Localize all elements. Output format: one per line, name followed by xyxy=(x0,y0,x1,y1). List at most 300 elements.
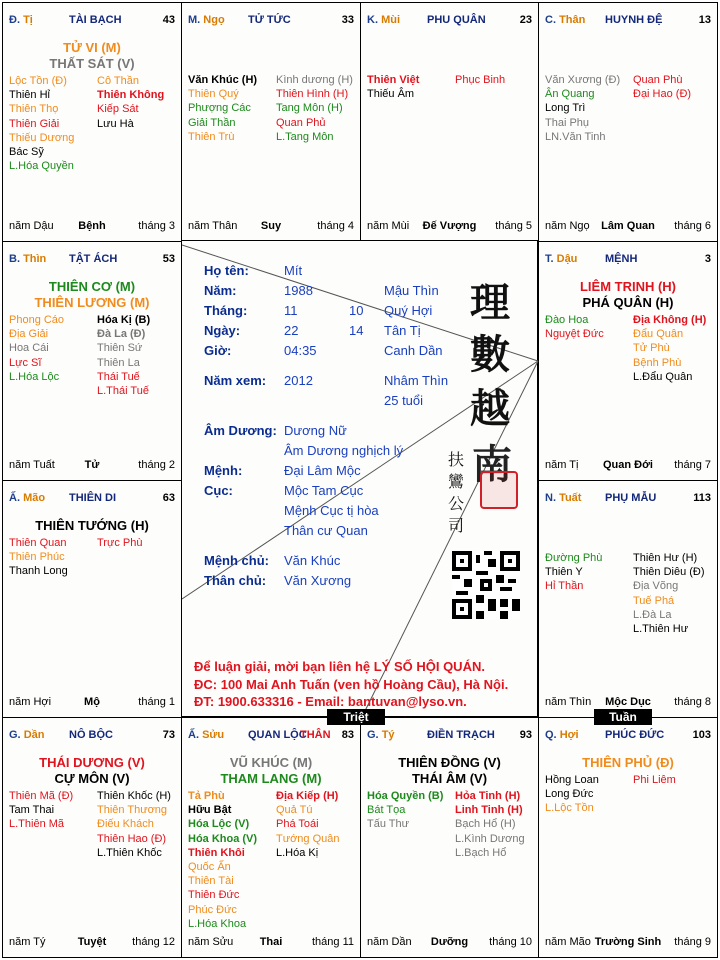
palace-stem: Đ. xyxy=(9,14,20,26)
year-branch: năm Thân xyxy=(188,220,238,232)
year-value: 1988 xyxy=(284,283,313,298)
minor-star: Hồng Loan xyxy=(545,774,599,786)
month-label: tháng 2 xyxy=(138,459,175,471)
main-star: THÁI DƯƠNG (V) xyxy=(39,755,145,770)
hour-label: Giờ: xyxy=(204,343,232,358)
name-label: Họ tên: xyxy=(204,263,249,278)
palace-name: PHỤ MẪU xyxy=(605,492,657,504)
palace-age: 23 xyxy=(519,14,532,26)
minor-star: Thiên Quan xyxy=(9,537,67,549)
minor-star: LN.Văn Tinh xyxy=(545,130,606,143)
palace-stem: G. xyxy=(367,729,379,741)
right-star-list xyxy=(633,73,691,101)
palace-age: 33 xyxy=(341,14,354,26)
month-label: tháng 3 xyxy=(138,220,175,232)
month-label: tháng 1 xyxy=(138,696,175,708)
right-star-list xyxy=(455,73,505,87)
palace-age: 3 xyxy=(704,253,711,265)
minor-star: Thiên Hỉ xyxy=(9,89,50,102)
palace-age: 103 xyxy=(692,729,711,741)
main-star: THẤT SÁT (V) xyxy=(49,56,135,71)
palace-name: ĐIỀN TRẠCH xyxy=(427,729,495,741)
month-label: tháng 6 xyxy=(674,220,711,232)
minor-star: Phục Binh xyxy=(455,74,506,86)
right-star-list xyxy=(633,313,706,384)
year-branch: năm Tị xyxy=(545,459,579,471)
palace-stem: Q. xyxy=(545,729,557,741)
palace-branch: Thìn xyxy=(23,253,47,265)
year-branch: năm Tuất xyxy=(9,459,55,471)
minor-star: Lộc Tồn (Đ) xyxy=(9,75,67,87)
palace-header xyxy=(9,253,175,267)
palace-age: 63 xyxy=(162,492,175,504)
minor-star: Thiên Y xyxy=(545,566,583,579)
palace-name: TẬT ÁCH xyxy=(69,253,118,265)
palace-age: 13 xyxy=(698,14,711,26)
minor-star: Phúc Đức xyxy=(188,903,237,916)
minor-star: L.Thiên Mã xyxy=(9,818,65,831)
minor-star: Long Đức xyxy=(545,788,594,801)
minor-star: Linh Tinh (H) xyxy=(455,804,523,817)
minor-star: Đại Hao (Đ) xyxy=(633,88,692,101)
palace-dan xyxy=(2,717,182,958)
minor-star: Phi Liêm xyxy=(633,774,676,786)
age-value: 25 tuổi xyxy=(384,393,424,408)
right-star-list xyxy=(97,313,150,398)
palace-position xyxy=(367,729,395,741)
palace-name: PHU QUÂN xyxy=(427,14,486,26)
palace-name: PHÚC ĐỨC xyxy=(605,729,665,741)
palace-footer xyxy=(188,936,354,950)
palace-header xyxy=(9,729,175,743)
palace-footer xyxy=(9,220,175,234)
month-label: tháng 7 xyxy=(674,459,711,471)
minor-star: Địa Kiếp (H) xyxy=(276,790,339,802)
palace-position xyxy=(545,14,585,26)
minor-star: Lưu Hà xyxy=(97,117,134,130)
palace-name: TÀI BẠCH xyxy=(69,14,122,26)
month-label: tháng 4 xyxy=(317,220,354,232)
minor-star: Tướng Quân xyxy=(276,832,340,845)
minor-star: Thiếu Dương xyxy=(9,131,75,144)
left-star-list xyxy=(367,73,419,101)
life-stage: Thai xyxy=(259,936,283,948)
main-star: THIÊN CƠ (M) xyxy=(48,279,136,294)
minor-star: Thiên Trù xyxy=(188,130,235,143)
palace-age: 73 xyxy=(162,729,175,741)
right-star-list xyxy=(276,73,353,144)
minor-star: Tang Môn (H) xyxy=(276,102,343,115)
minor-star: Văn Xương (Đ) xyxy=(545,74,621,86)
palace-age: 83 xyxy=(341,729,354,741)
palace-position xyxy=(545,253,577,265)
day-label: Ngày: xyxy=(204,323,241,338)
contact-line-3: ĐT: 1900.633316 - Email: bantuvan@lyso.vn. xyxy=(194,694,467,709)
palace-name: TỬ TỨC xyxy=(248,14,291,26)
minor-star: Thiên Hao (Đ) xyxy=(97,832,167,845)
right-star-list xyxy=(97,74,164,131)
palace-footer xyxy=(188,220,354,234)
palace-branch: Sửu xyxy=(202,729,225,741)
minor-star: Kiếp Sát xyxy=(97,103,139,116)
minor-star: Thai Phụ xyxy=(545,116,590,129)
minor-star: Đào Hoa xyxy=(545,314,589,326)
palace-name: THIÊN DI xyxy=(69,492,117,504)
minor-star: Hoa Cái xyxy=(9,342,49,355)
palace-branch: Thân xyxy=(559,14,586,26)
palace-position xyxy=(545,492,581,504)
right-star-list xyxy=(276,789,340,860)
year-branch: năm Mùi xyxy=(367,220,410,232)
palace-age: 93 xyxy=(519,729,532,741)
palace-name: MỆNH xyxy=(605,253,638,265)
small-char-2: 鸞 xyxy=(448,472,465,491)
minor-star: Tử Phù xyxy=(633,342,670,355)
month-lunar: Quý Hợi xyxy=(384,303,433,318)
minor-star: L.Kình Dương xyxy=(455,832,525,845)
minor-star: L.Thái Tuế xyxy=(97,385,149,398)
left-star-list xyxy=(367,789,443,832)
hour-lunar: Canh Dần xyxy=(384,343,443,358)
palace-footer xyxy=(545,459,711,473)
day-lunar-num: 14 xyxy=(349,323,364,338)
contact-line-2: ĐC: 100 Mai Anh Tuấn (ven hồ Hoàng Cầu), Hà Nội. xyxy=(194,677,509,692)
calligraphy-char-1: 理 xyxy=(470,279,510,326)
palace-stem: T. xyxy=(545,253,554,265)
minor-star: L.Thiên Khốc xyxy=(97,846,162,859)
minor-star: Hỉ Thần xyxy=(545,580,584,593)
minor-star: Địa Võng xyxy=(633,580,679,593)
minor-star: Đà La (Đ) xyxy=(97,328,146,341)
year-label: Năm: xyxy=(204,283,237,298)
minor-star: Điếu Khách xyxy=(97,818,154,831)
palace-branch: Ngọ xyxy=(203,14,225,26)
palace-footer xyxy=(9,459,175,473)
minor-star: L.Đẩu Quân xyxy=(633,370,693,383)
palace-header xyxy=(545,729,711,743)
minor-star: L.Thiên Hư xyxy=(633,623,689,636)
main-star: TỬ VI (M) xyxy=(63,40,121,55)
main-star: PHÁ QUÂN (H) xyxy=(582,295,674,310)
minor-star: Phá Toái xyxy=(276,818,319,831)
than-chu-value: Văn Xương xyxy=(284,573,352,588)
palace-thin xyxy=(2,241,182,481)
life-stage: Dưỡng xyxy=(430,936,469,948)
minor-star: Nguyệt Đức xyxy=(545,328,604,341)
minor-star: Thiên Giải xyxy=(9,117,60,130)
minor-star: Tam Thai xyxy=(9,804,55,817)
palace-stem: Ấ. xyxy=(9,492,20,504)
life-stage: Trường Sinh xyxy=(594,936,662,948)
minor-star: Bạch Hổ (H) xyxy=(455,818,516,831)
view-year-value: 2012 xyxy=(284,373,313,388)
month-lunar-num: 10 xyxy=(349,303,364,318)
month-label: tháng 11 xyxy=(311,936,354,948)
left-star-list xyxy=(9,536,68,579)
minor-star: Ân Quang xyxy=(545,88,595,101)
main-star: THAM LANG (M) xyxy=(220,771,322,786)
palace-header xyxy=(545,14,711,28)
minor-star: Kình dương (H) xyxy=(276,74,353,86)
right-star-list xyxy=(633,773,676,787)
triet-badge: Triệt xyxy=(327,709,385,725)
minor-star: Thanh Long xyxy=(9,565,68,578)
minor-star: Phượng Các xyxy=(188,102,251,115)
yinyang-note: Âm Dương nghịch lý xyxy=(284,443,404,458)
cuc-value: Mộc Tam Cục xyxy=(284,483,364,498)
day-lunar: Tân Tị xyxy=(384,323,421,338)
name-value: Mít xyxy=(284,263,303,278)
palace-branch: Mão xyxy=(23,492,46,504)
minor-star: Thiên Thương xyxy=(97,804,168,817)
minor-star: Đẩu Quân xyxy=(633,328,684,341)
palace-stem: B. xyxy=(9,253,20,265)
minor-star: Bát Tọa xyxy=(367,804,406,817)
year-branch: năm Sửu xyxy=(188,936,234,948)
palace-position xyxy=(9,729,44,741)
palace-stem: M. xyxy=(188,14,201,26)
palace-header xyxy=(188,729,354,743)
minor-star: Hóa Kị (B) xyxy=(97,314,151,326)
menh-label: Mệnh: xyxy=(204,463,243,478)
palace-hoi xyxy=(538,717,718,958)
minor-star: Thiên Quý xyxy=(188,88,239,101)
minor-star: Tấu Thư xyxy=(367,818,410,831)
minor-star: Thiên Thọ xyxy=(9,103,59,116)
palace-than xyxy=(538,2,718,242)
palace-branch: Tý xyxy=(381,729,395,741)
minor-star: Văn Khúc (H) xyxy=(188,74,258,86)
month-label: tháng 5 xyxy=(495,220,532,232)
minor-star: L.Hóa Kị xyxy=(276,846,319,859)
minor-star: Quan Phù xyxy=(633,74,683,86)
palace-footer xyxy=(545,220,711,234)
life-stage: Suy xyxy=(260,220,282,232)
palace-position xyxy=(188,729,224,741)
minor-star: Quốc Ấn xyxy=(188,861,231,874)
palace-header xyxy=(545,253,711,267)
right-star-list xyxy=(455,789,525,860)
palace-stem: N. xyxy=(545,492,556,504)
palace-ngo xyxy=(181,2,361,242)
palace-position xyxy=(367,14,400,26)
minor-star: Thiên Việt xyxy=(367,74,420,86)
year-branch: năm Thìn xyxy=(545,696,592,708)
than-chu-label: Thân chủ: xyxy=(204,573,267,588)
palace-footer xyxy=(9,936,175,950)
palace-name: HUYNH ĐỆ xyxy=(605,14,663,26)
year-branch: năm Dậu xyxy=(9,220,54,232)
palace-age: 53 xyxy=(162,253,175,265)
palace-stem: G. xyxy=(9,729,21,741)
day-value: 22 xyxy=(284,323,299,338)
minor-star: Thiên Sứ xyxy=(97,342,143,355)
minor-star: L.Hóa Lộc xyxy=(9,370,60,383)
palace-position xyxy=(9,14,33,26)
palace-header xyxy=(188,14,354,28)
qr-code-icon xyxy=(452,551,520,619)
minor-star: Bệnh Phù xyxy=(633,356,682,369)
minor-star: Thiên Phúc xyxy=(9,551,65,564)
month-label: tháng 8 xyxy=(674,696,711,708)
minor-star: Long Trì xyxy=(545,102,586,115)
main-star: VŨ KHÚC (M) xyxy=(229,755,313,770)
life-stage: Đế Vượng xyxy=(422,220,477,232)
month-label: tháng 12 xyxy=(132,936,175,948)
palace-footer xyxy=(545,936,711,950)
minor-star: L.Đà La xyxy=(633,608,672,621)
life-stage: Mộ xyxy=(84,696,100,708)
left-star-list xyxy=(545,773,599,816)
minor-star: Cô Thần xyxy=(97,75,139,87)
life-stage: Lâm Quan xyxy=(601,220,655,232)
palace-branch: Dậu xyxy=(556,253,578,265)
palace-position xyxy=(188,14,225,26)
minor-star: Đường Phù xyxy=(545,552,603,564)
year-branch: năm Dần xyxy=(367,936,412,948)
left-star-list xyxy=(545,313,604,341)
main-star: LIÊM TRINH (H) xyxy=(579,279,677,294)
right-star-list xyxy=(97,789,171,860)
main-star: THIÊN PHỦ (Đ) xyxy=(582,755,674,770)
main-star: THIÊN TƯỚNG (H) xyxy=(35,518,149,533)
contact-line-1: Để luận giải, mời bạn liên hệ LÝ SỐ HỘI QUÁN. xyxy=(194,659,485,674)
life-stage: Tử xyxy=(84,459,100,471)
left-star-list xyxy=(9,313,64,384)
minor-star: L.Bạch Hổ xyxy=(455,846,507,859)
life-stage: Quan Đới xyxy=(603,459,653,471)
life-stage: Tuyệt xyxy=(77,936,107,948)
palace-branch: Tị xyxy=(23,14,33,26)
small-char-3: 公 xyxy=(448,494,465,513)
minor-star: Phong Cáo xyxy=(9,314,65,326)
palace-header xyxy=(367,729,532,743)
palace-footer xyxy=(9,696,175,710)
right-star-list xyxy=(633,551,705,636)
palace-header xyxy=(9,14,175,28)
palace-age: 43 xyxy=(162,14,175,26)
minor-star: Thiếu Âm xyxy=(367,88,415,101)
year-lunar: Mậu Thìn xyxy=(384,283,439,298)
minor-star: Thiên Tài xyxy=(188,875,234,888)
minor-star: Lực Sĩ xyxy=(9,356,42,369)
left-star-list xyxy=(188,789,257,931)
minor-star: Thiên Diêu (Đ) xyxy=(633,566,705,579)
palace-mui xyxy=(360,2,539,242)
cuc-note-2: Thân cư Quan xyxy=(284,523,368,538)
palace-stem: C. xyxy=(545,14,556,26)
palace-dau xyxy=(538,241,718,481)
life-stage: Bệnh xyxy=(78,220,106,232)
main-star: THIÊN LƯƠNG (M) xyxy=(34,295,150,310)
view-year-lunar: Nhâm Thìn xyxy=(384,373,449,388)
month-label: tháng 10 xyxy=(489,936,532,948)
palace-footer xyxy=(367,936,532,950)
minor-star: L.Hóa Quyền xyxy=(9,160,74,173)
cuc-note-1: Mệnh Cục tị hòa xyxy=(284,503,379,518)
small-char-1: 扶 xyxy=(448,450,465,469)
minor-star: Thiên Không xyxy=(97,89,165,102)
palace-header xyxy=(545,492,711,506)
minor-star: Thiên Khôi xyxy=(188,846,245,859)
palace-branch: Hợi xyxy=(559,729,579,741)
menh-chu-label: Mệnh chủ: xyxy=(204,553,269,568)
palace-position xyxy=(545,729,579,741)
palace-header xyxy=(9,492,175,506)
minor-star: L.Hóa Khoa xyxy=(188,917,247,930)
palace-branch: Mùi xyxy=(381,14,401,26)
minor-star: Địa Không (H) xyxy=(633,314,707,326)
left-star-list xyxy=(9,789,73,832)
yinyang-value: Dương Nữ xyxy=(284,423,347,438)
year-branch: năm Ngọ xyxy=(545,220,590,232)
minor-star: Thiên Mã (Đ) xyxy=(9,790,74,802)
month-value: 11 xyxy=(284,303,298,318)
palace-footer xyxy=(545,696,711,710)
tuan-badge: Tuần xyxy=(594,709,652,725)
minor-star: Tuế Phá xyxy=(633,594,675,607)
palace-ti xyxy=(2,2,182,242)
minor-star: Thiên Hư (H) xyxy=(633,552,698,564)
left-star-list xyxy=(188,73,257,144)
menh-chu-value: Văn Khúc xyxy=(284,553,341,568)
left-star-list xyxy=(545,73,620,144)
yinyang-label: Âm Dương: xyxy=(204,423,277,438)
palace-position xyxy=(9,253,46,265)
minor-star: Quan Phủ xyxy=(276,116,326,129)
minor-star: Hóa Khoa (V) xyxy=(188,832,258,845)
palace-name: QUAN LỘC xyxy=(248,729,307,741)
palace-stem: K. xyxy=(367,14,378,26)
center-info-panel xyxy=(181,240,538,717)
minor-star: Trực Phù xyxy=(97,537,143,549)
left-star-list xyxy=(9,74,74,173)
month-label: Tháng: xyxy=(204,303,248,318)
left-star-list xyxy=(545,551,602,594)
view-year-label: Năm xem: xyxy=(204,373,267,388)
palace-tuat xyxy=(538,480,718,718)
calligraphy-char-4: 南 xyxy=(472,441,512,488)
minor-star: Thiên Hình (H) xyxy=(276,88,349,101)
minor-star: Hóa Lộc (V) xyxy=(188,818,250,831)
hour-value: 04:35 xyxy=(284,343,317,358)
minor-star: Thái Tuế xyxy=(97,370,140,383)
palace-age: 113 xyxy=(693,492,711,504)
palace-header xyxy=(367,14,532,28)
calligraphy-char-3: 越 xyxy=(470,385,510,432)
life-stage: Mộc Dục xyxy=(605,696,651,708)
year-branch: năm Mão xyxy=(545,936,591,948)
minor-star: Thiên Khốc (H) xyxy=(97,790,171,802)
palace-position xyxy=(9,492,45,504)
palace-footer xyxy=(367,220,532,234)
minor-star: Hóa Quyền (B) xyxy=(367,790,444,802)
than-marker: THÂN xyxy=(300,729,331,741)
palace-branch: Tuất xyxy=(559,492,582,504)
year-branch: năm Hợi xyxy=(9,696,52,708)
red-seal-icon xyxy=(480,471,518,509)
main-star: THIÊN ĐỒNG (V) xyxy=(398,755,501,770)
main-star: THÁI ÂM (V) xyxy=(411,771,488,786)
right-star-list xyxy=(97,536,142,550)
minor-star: Giải Thần xyxy=(188,116,236,129)
palace-suu xyxy=(181,717,361,958)
minor-star: L.Lộc Tồn xyxy=(545,802,594,815)
minor-star: Hữu Bật xyxy=(188,804,232,817)
menh-value: Đại Lâm Mộc xyxy=(284,463,361,478)
minor-star: Thiên La xyxy=(97,356,140,369)
minor-star: Quả Tú xyxy=(276,804,313,817)
